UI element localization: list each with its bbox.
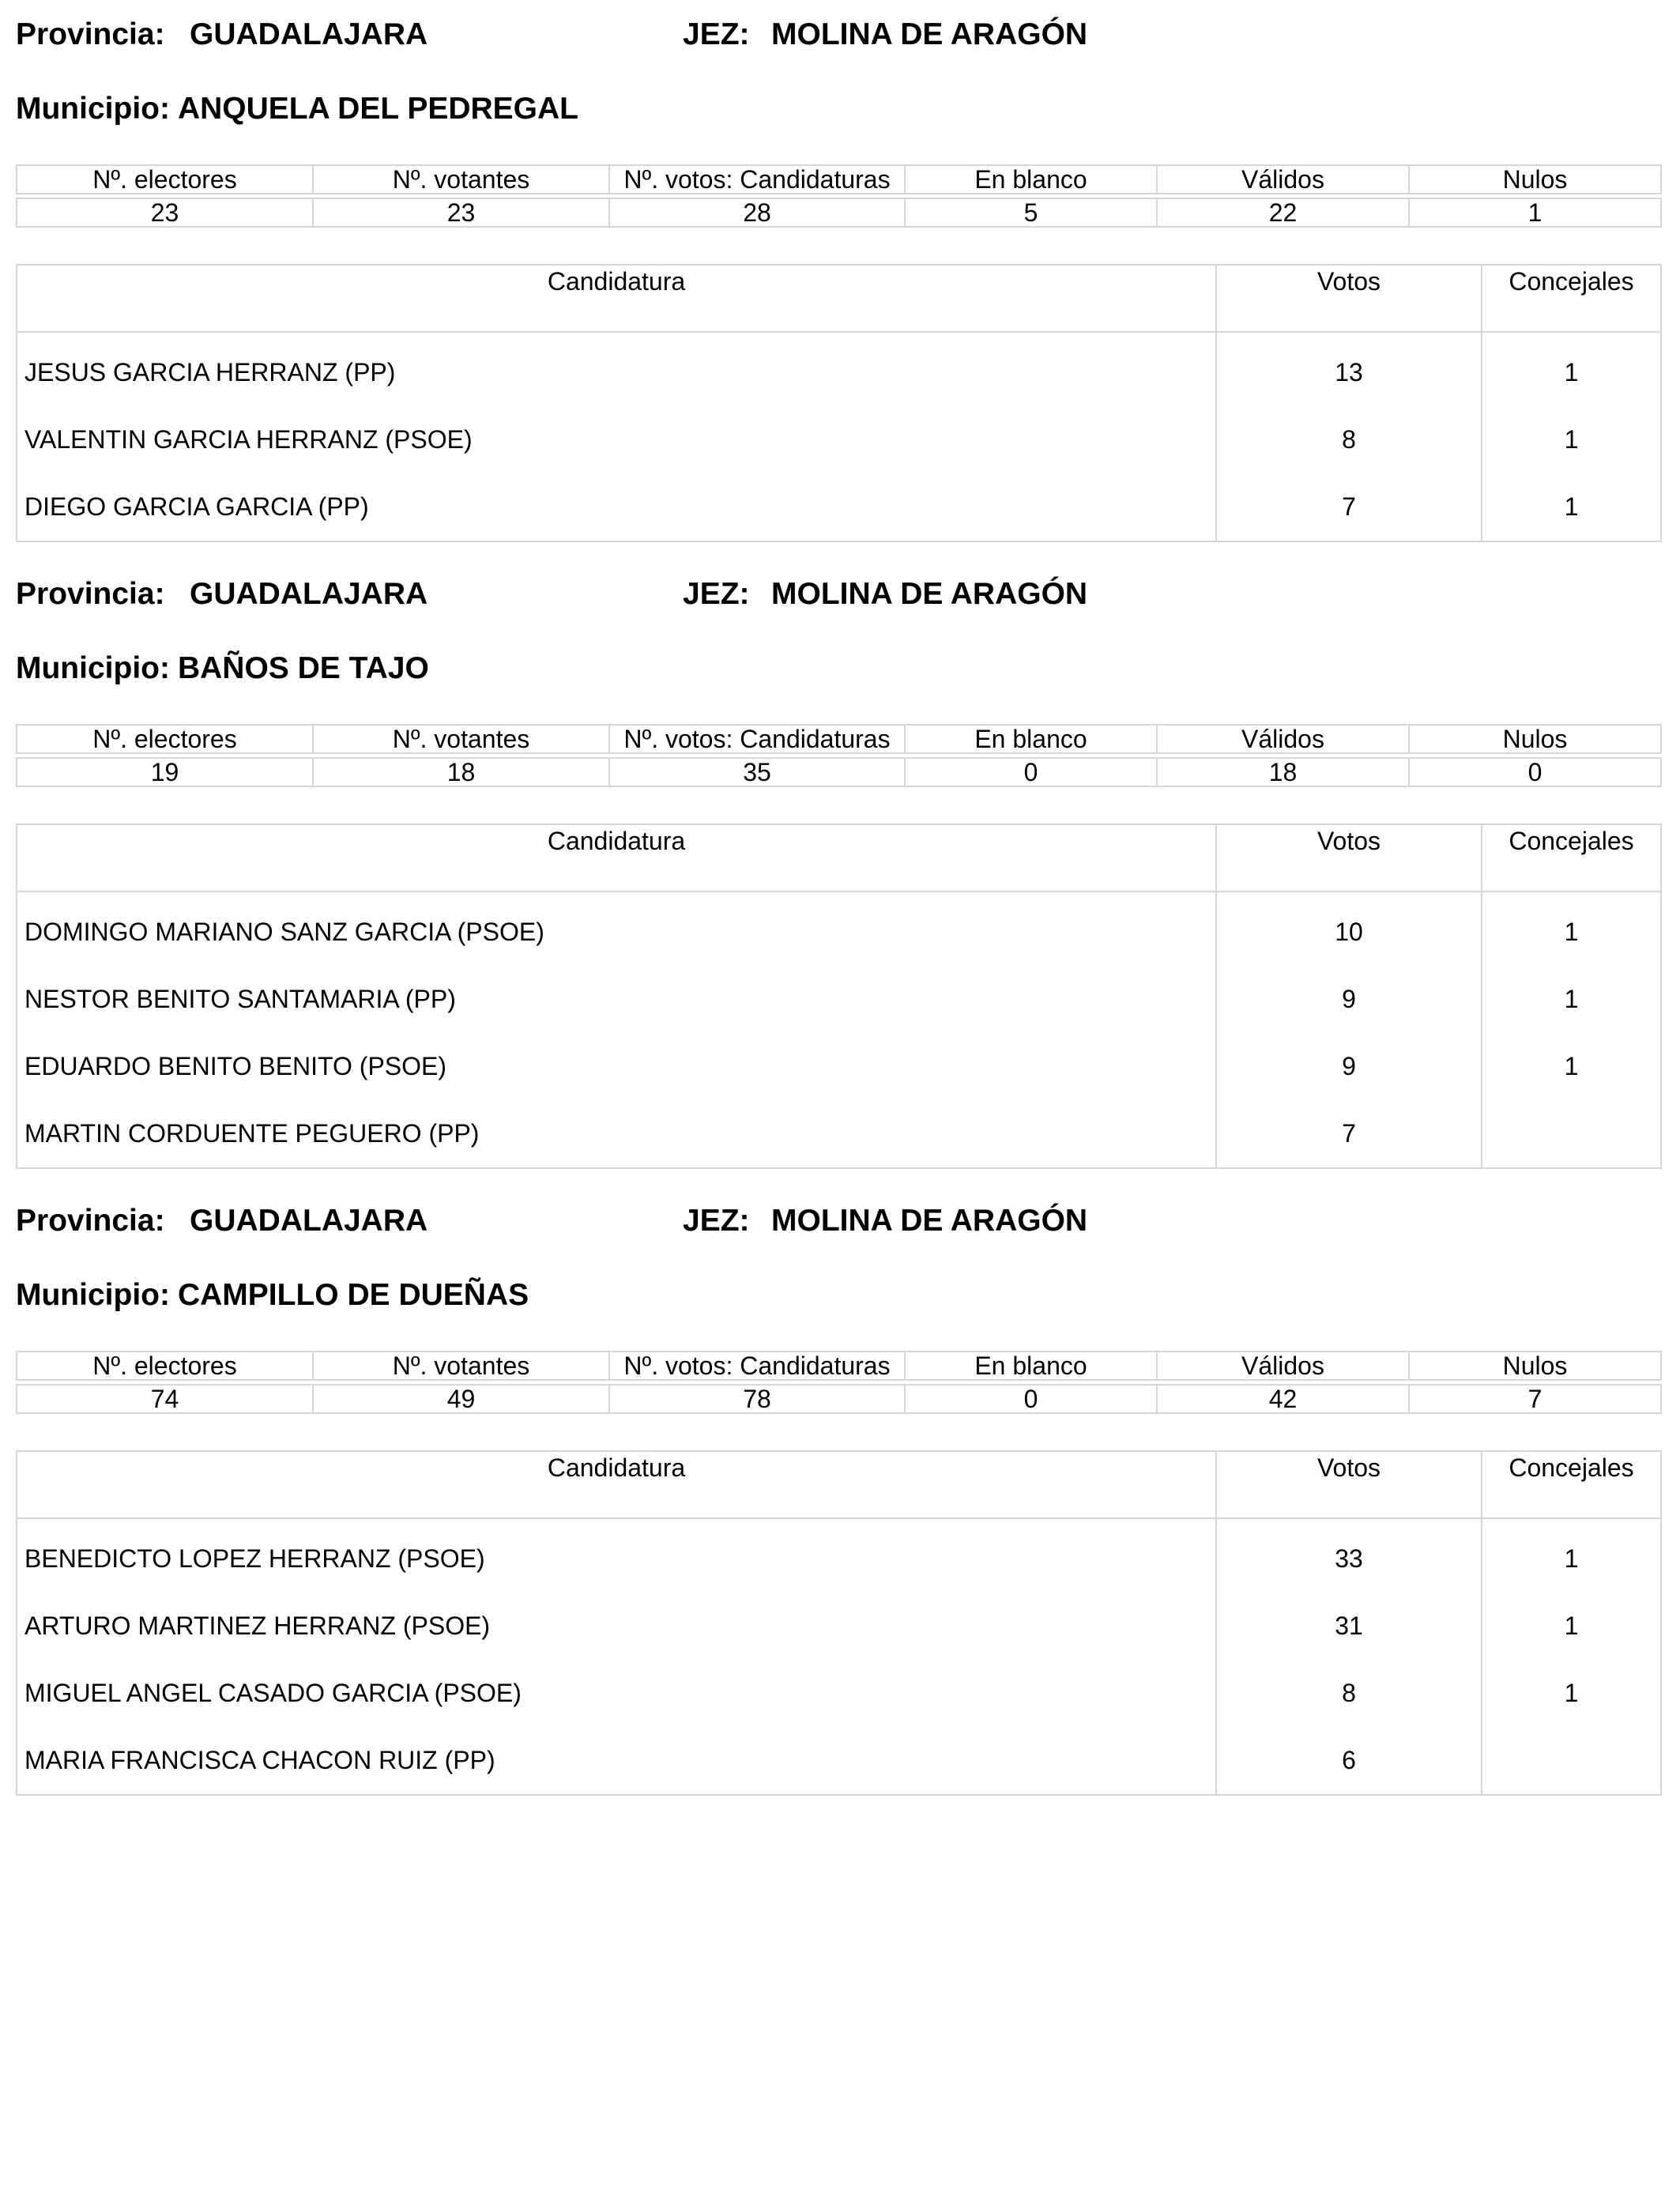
provincia-value: GUADALAJARA [190,1204,428,1238]
stats-header-validos: Válidos [1157,1351,1409,1380]
jez-label: JEZ: [683,577,750,611]
stats-header-nulos: Nulos [1409,725,1661,753]
candidates-table [16,264,1662,542]
municipality-section-1 [16,17,1660,521]
candidate-concejales: 1 [1482,332,1661,406]
candidate-votos: 8 [1216,406,1482,473]
stats-value-votantes: 49 [313,1385,609,1413]
stats-value-row [17,198,1661,227]
stats-header-votantes: Nº. votantes [313,725,609,753]
candidates-header-row [17,1451,1661,1518]
candidate-concejales [1482,1100,1661,1168]
stats-header-row [17,725,1661,753]
municipio-label: Municipio: [16,651,170,685]
stats-header-nulos: Nulos [1409,165,1661,194]
candidate-name: BENEDICTO LOPEZ HERRANZ (PSOE) [17,1518,1216,1593]
candidate-concejales [1482,1727,1661,1795]
municipio-value: CAMPILLO DE DUEÑAS [177,1278,529,1312]
candidates-table [16,1450,1662,1796]
stats-table [16,724,1662,787]
stats-header-votantes: Nº. votantes [313,165,609,194]
candidate-concejales: 1 [1482,892,1661,966]
candidate-concejales: 1 [1482,1593,1661,1660]
candidate-name: DIEGO GARCIA GARCIA (PP) [17,473,1216,541]
stats-value-votantes: 23 [313,198,609,227]
candidate-row [17,1033,1661,1100]
candidates-header-row [17,265,1661,332]
municipio-label: Municipio: [16,1278,170,1312]
stats-header-validos: Válidos [1157,725,1409,753]
stats-header-votos-candidaturas: Nº. votos: Candidaturas [609,165,905,194]
header-concejales: Concejales [1482,1451,1661,1518]
candidate-concejales: 1 [1482,966,1661,1033]
provincia-label: Provincia: [16,1204,165,1238]
candidate-row [17,892,1661,966]
candidate-name: ARTURO MARTINEZ HERRANZ (PSOE) [17,1593,1216,1660]
stats-value-row [17,758,1661,786]
candidate-row [17,332,1661,406]
stats-value-nulos: 0 [1409,758,1661,786]
section-header [16,1204,1660,1243]
candidate-name: JESUS GARCIA HERRANZ (PP) [17,332,1216,406]
stats-value-electores: 19 [17,758,313,786]
municipio-label: Municipio: [16,92,170,126]
header-candidatura: Candidatura [17,824,1216,892]
provincia-value: GUADALAJARA [190,577,428,611]
stats-header-votos-candidaturas: Nº. votos: Candidaturas [609,1351,905,1380]
stats-header-electores: Nº. electores [17,725,313,753]
candidate-row [17,1660,1661,1727]
candidate-concejales: 1 [1482,1033,1661,1100]
candidate-votos: 9 [1216,1033,1482,1100]
municipio-value: ANQUELA DEL PEDREGAL [177,92,579,126]
candidate-votos: 8 [1216,1660,1482,1727]
candidate-row [17,1593,1661,1660]
candidate-votos: 33 [1216,1518,1482,1593]
header-concejales: Concejales [1482,824,1661,892]
municipality-section-2 [16,577,1660,1148]
candidate-votos: 13 [1216,332,1482,406]
candidate-name: MARIA FRANCISCA CHACON RUIZ (PP) [17,1727,1216,1795]
candidate-name: NESTOR BENITO SANTAMARIA (PP) [17,966,1216,1033]
candidate-votos: 7 [1216,473,1482,541]
stats-header-nulos: Nulos [1409,1351,1661,1380]
header-votos: Votos [1216,824,1482,892]
jez-label: JEZ: [683,17,750,51]
provincia-value: GUADALAJARA [190,17,428,51]
stats-value-votos-candidaturas: 35 [609,758,905,786]
jez-value: MOLINA DE ARAGÓN [771,577,1088,611]
stats-header-row [17,1351,1661,1380]
candidate-concejales: 1 [1482,1660,1661,1727]
candidate-name: DOMINGO MARIANO SANZ GARCIA (PSOE) [17,892,1216,966]
stats-header-electores: Nº. electores [17,1351,313,1380]
header-votos: Votos [1216,265,1482,332]
jez-value: MOLINA DE ARAGÓN [771,1204,1088,1238]
stats-value-nulos: 7 [1409,1385,1661,1413]
section-header [16,17,1660,57]
candidate-name: EDUARDO BENITO BENITO (PSOE) [17,1033,1216,1100]
stats-value-votos-candidaturas: 28 [609,198,905,227]
header-candidatura: Candidatura [17,265,1216,332]
candidate-row [17,1727,1661,1795]
stats-value-row [17,1385,1661,1413]
stats-header-validos: Válidos [1157,165,1409,194]
candidate-row [17,1518,1661,1593]
stats-header-en-blanco: En blanco [905,1351,1157,1380]
header-concejales: Concejales [1482,265,1661,332]
candidate-votos: 9 [1216,966,1482,1033]
stats-value-electores: 23 [17,198,313,227]
candidate-votos: 7 [1216,1100,1482,1168]
candidates-table [16,824,1662,1169]
stats-header-row [17,165,1661,194]
candidate-concejales: 1 [1482,406,1661,473]
candidate-votos: 6 [1216,1727,1482,1795]
section-header [16,577,1660,616]
stats-value-nulos: 1 [1409,198,1661,227]
municipality-section-3 [16,1204,1660,1774]
stats-value-validos: 22 [1157,198,1409,227]
municipio-heading [16,92,578,126]
municipio-heading [16,1278,529,1313]
candidate-votos: 10 [1216,892,1482,966]
stats-value-en-blanco: 5 [905,198,1157,227]
header-candidatura: Candidatura [17,1451,1216,1518]
provincia-label: Provincia: [16,577,165,611]
municipio-value: BAÑOS DE TAJO [177,651,429,685]
provincia-label: Provincia: [16,17,165,51]
stats-table [16,1351,1662,1414]
stats-value-validos: 42 [1157,1385,1409,1413]
candidate-row [17,1100,1661,1168]
candidate-concejales: 1 [1482,1518,1661,1593]
candidate-row [17,966,1661,1033]
stats-table [16,164,1662,228]
stats-header-en-blanco: En blanco [905,725,1157,753]
jez-label: JEZ: [683,1204,750,1238]
candidate-name: MIGUEL ANGEL CASADO GARCIA (PSOE) [17,1660,1216,1727]
header-votos: Votos [1216,1451,1482,1518]
stats-value-votantes: 18 [313,758,609,786]
stats-value-en-blanco: 0 [905,758,1157,786]
municipio-heading [16,651,429,686]
stats-value-en-blanco: 0 [905,1385,1157,1413]
stats-value-validos: 18 [1157,758,1409,786]
stats-value-votos-candidaturas: 78 [609,1385,905,1413]
candidate-name: VALENTIN GARCIA HERRANZ (PSOE) [17,406,1216,473]
stats-header-votos-candidaturas: Nº. votos: Candidaturas [609,725,905,753]
candidate-name: MARTIN CORDUENTE PEGUERO (PP) [17,1100,1216,1168]
candidate-row [17,406,1661,473]
stats-header-en-blanco: En blanco [905,165,1157,194]
candidate-concejales: 1 [1482,473,1661,541]
stats-header-votantes: Nº. votantes [313,1351,609,1380]
stats-value-electores: 74 [17,1385,313,1413]
candidate-votos: 31 [1216,1593,1482,1660]
candidate-row [17,473,1661,541]
candidates-header-row [17,824,1661,892]
jez-value: MOLINA DE ARAGÓN [771,17,1088,51]
stats-header-electores: Nº. electores [17,165,313,194]
